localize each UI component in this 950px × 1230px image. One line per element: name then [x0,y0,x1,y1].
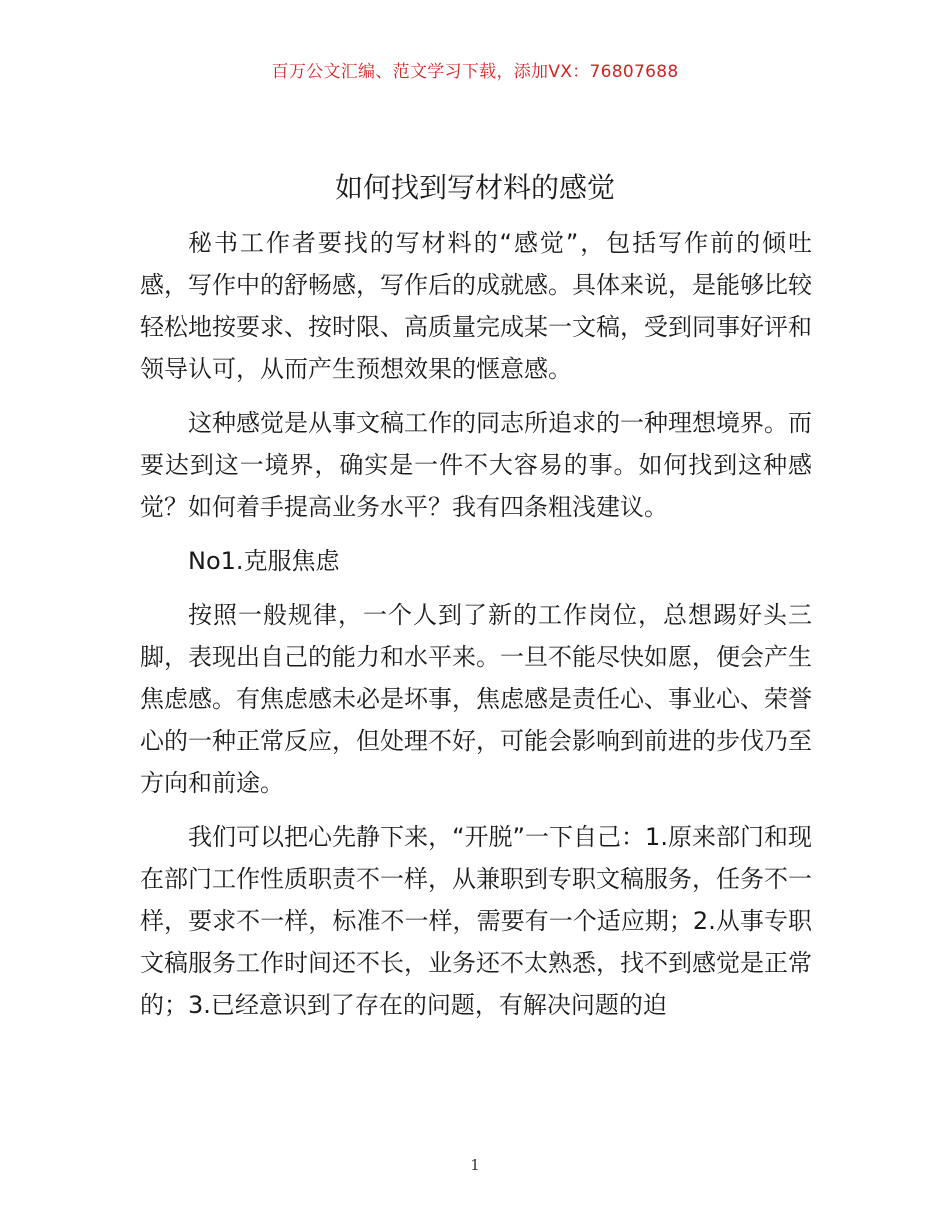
section-heading-overcome-anxiety: No1.克服焦虑 [188,547,340,575]
paragraph-intro: 秘书工作者要找的写材料的“感觉”，包括写作前的倾吐感，写作中的舒畅感，写作后的成就感。具体来说，是能够比较轻松地按要求、按时限、高质量完成某一文稿，受到同事好评和领导认可，从而产生预想效果的惬意感。 [140,229,812,383]
document-body [140,222,812,1038]
document-title: 如何找到写材料的感觉 [334,171,615,204]
paragraph-self-relief: 我们可以把心先静下来，“开脱”一下自己：1.原来部门和现在部门工作性质职责不一样，从兼职到专职文稿服务，任务不一样，要求不一样，标准不一样，需要有一个适应期；2.从事专职文稿服务工作时间还不长，业务还不太熟悉，找不到感觉是正常的；3.已经意识到了存在的问题，有解决问题的迫 [140,823,812,1019]
header-contact-note: 百万公文汇编、范文学习下载，添加VX：76807688 [271,62,679,82]
page-number: 1 [470,1156,480,1174]
paragraph-anxiety: 按照一般规律，一个人到了新的工作岗位，总想踢好头三脚，表现出自己的能力和水平来。一旦不能尽快如愿，便会产生焦虑感。有焦虑感未必是坏事，焦虑感是责任心、事业心、荣誉心的一种正常反应，但处理不好，可能会影响到前进的步伐乃至方向和前途。 [140,601,812,797]
paragraph-ideal-state: 这种感觉是从事文稿工作的同志所追求的一种理想境界。而要达到这一境界，确实是一件不大容易的事。如何找到这种感觉？如何着手提高业务水平？我有四条粗浅建议。 [140,409,812,521]
